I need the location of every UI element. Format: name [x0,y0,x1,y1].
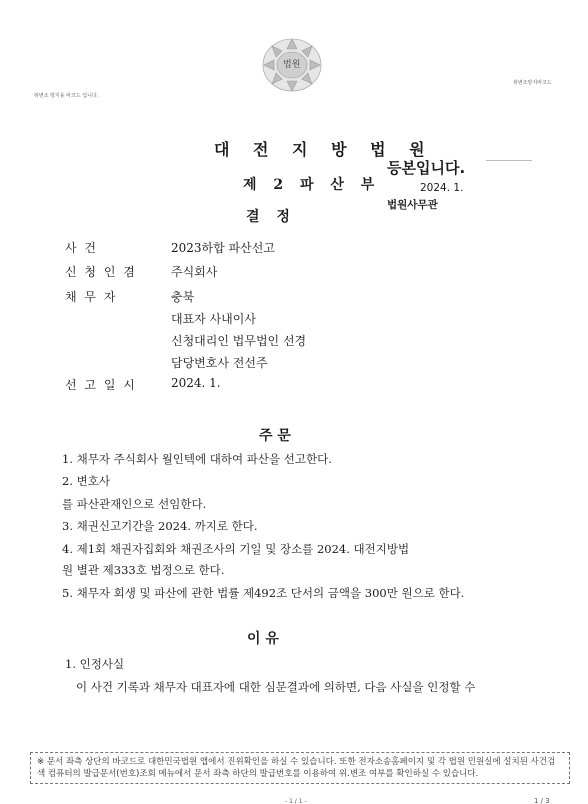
certification-date: 2024. 1. [420,182,464,194]
barcode-label: 위변조방지바코드 [513,80,552,86]
order-item: 4. 제1회 채권자집회와 채권조사의 기일 및 장소를 2024. 대전지방법 [62,542,410,556]
order-item: 1. 채무자 주식회사 월인텍에 대하여 파산을 선고한다. [62,452,332,466]
case-field-value: 대표자 사내이사 [171,312,256,326]
case-field-label: 채 무 자 [65,290,118,304]
order-item: 5. 채무자 회생 및 파산에 관한 법률 제492조 단서의 금액을 300만 원으로 한다. [62,586,465,600]
case-field-value: 2023하합 파산선고 [171,241,275,255]
document-type: 결 정 [246,209,296,225]
reason-heading: 이 유 [247,631,279,647]
page-number-center: - 1 / 1 - [285,798,307,804]
verification-notice: ※ 문서 좌측 상단의 바코드로 대한민국법원 앱에서 진위확인을 하실 수 있습니다. 또한 전자소송홈페이지 및 각 법원 민원실에 설치된 사건검색 컴퓨터의 발급문서(번호)조회 메뉴에서 문서 좌측 하단의 발급번호를 이용하여 위.변조 여부를 확인하실 수 있습니다. [30,752,570,784]
case-field-value: 충북 [171,290,195,304]
reason-text: 이 사건 기록과 채무자 대표자에 대한 심문결과에 의하면, 다음 사실을 인정할 수 [76,680,476,694]
reason-subheading: 1. 인정사실 [65,657,125,671]
page-number-right: 1 / 3 [534,797,550,804]
case-field-value: 신청대리인 법무법인 선경 [171,334,307,348]
barcode-note: 위변조 방지용 바코드 입니다. [34,93,99,99]
case-field-label: 선 고 일 시 [65,378,137,392]
certification-line [486,160,532,161]
case-field-value: 2024. 1. [171,376,221,390]
case-field-value: 주식회사 [171,265,218,279]
order-item: 를 파산관재인으로 선임한다. [62,497,207,511]
court-name: 대 전 지 방 법 원 [214,140,434,159]
case-field-value: 담당변호사 전선주 [171,356,268,370]
case-field-label: 사 건 [65,241,98,255]
court-seal-icon [261,37,323,93]
division-name: 제 2 파 산 부 [243,177,381,193]
certification-officer: 법원사무관 [387,199,438,211]
order-item: 3. 채권신고기간을 2024. 까지로 한다. [62,519,258,533]
seal-text: 법원 [283,60,301,70]
order-item: 2. 변호사 [62,474,110,488]
order-heading: 주 문 [259,428,291,444]
case-field-label: 신 청 인 겸 [65,265,137,279]
order-item: 원 별관 제333호 법정으로 한다. [62,563,225,577]
certification-label: 등본입니다. [387,159,466,177]
